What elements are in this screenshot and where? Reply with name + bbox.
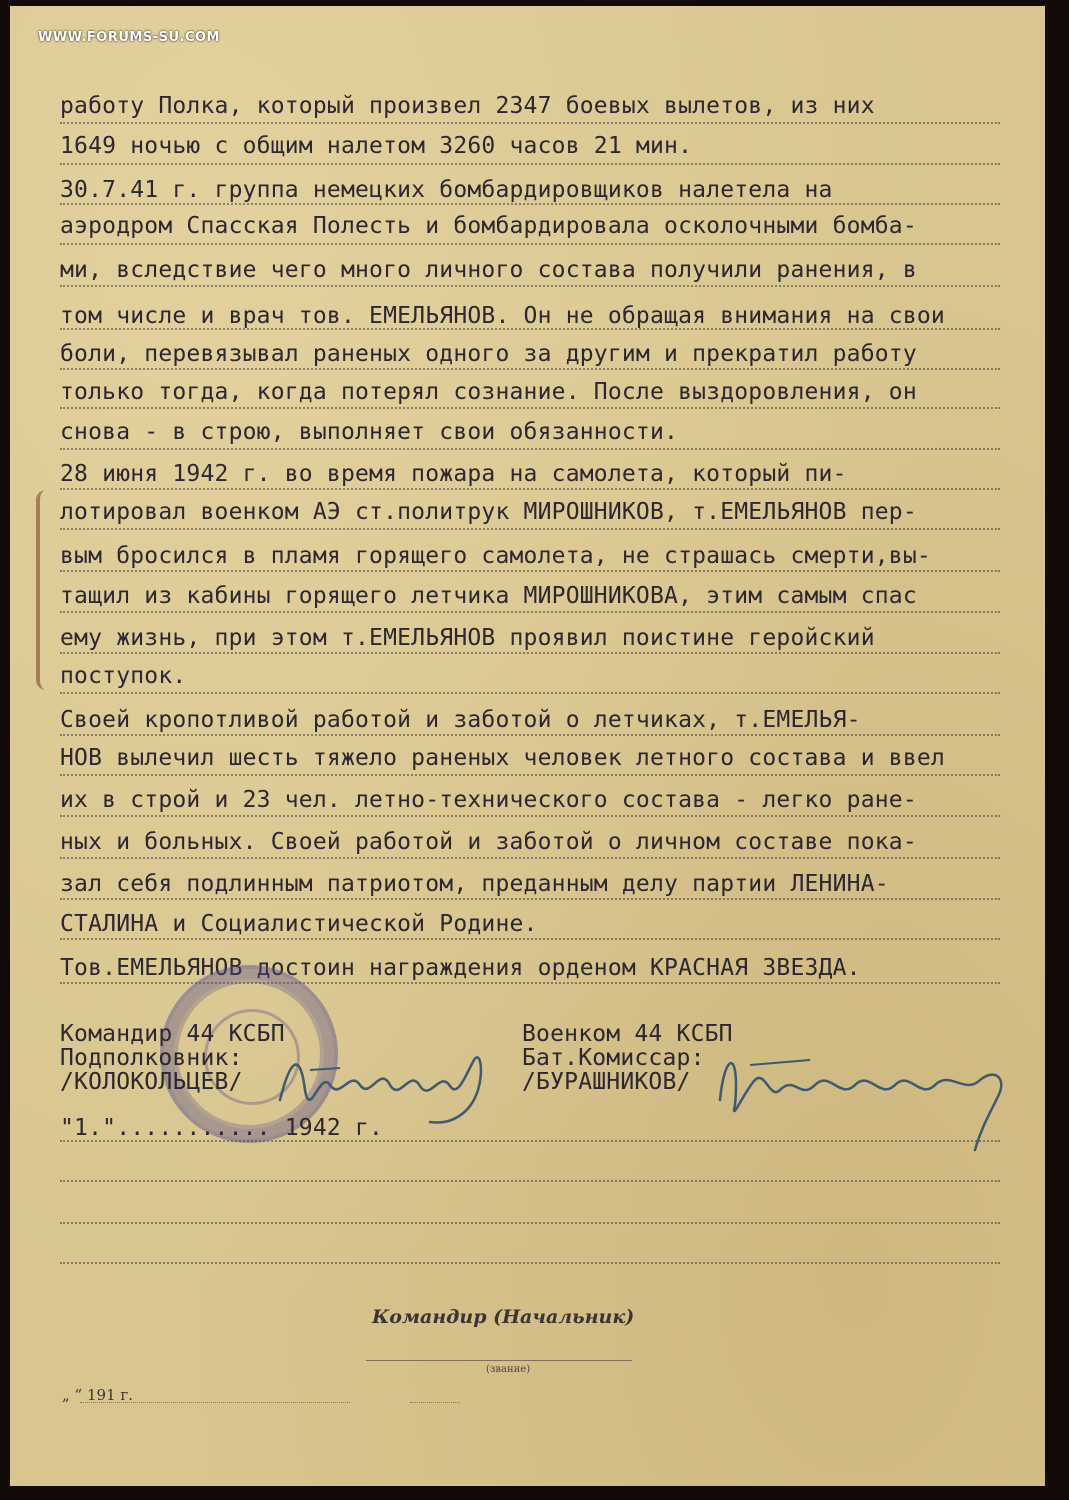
body-line: ных и больных. Своей работой и заботой о личном составе пока-: [60, 829, 917, 855]
left-signature-rank: Подполковник:: [60, 1045, 243, 1071]
body-line: Своей кропотливой работой и заботой о летчиках, т.ЕМЕЛЬЯ-: [60, 707, 861, 733]
date-blank-rule: [80, 1402, 350, 1403]
body-line: поступок.: [60, 663, 187, 689]
watermark: WWW.FORUMS-SU.COM: [38, 30, 220, 45]
body-line: СТАЛИНА и Социалистической Родине.: [60, 911, 538, 937]
body-line: тащил из кабины горящего летчика МИРОШНИКОВА, этим самым спас: [60, 583, 917, 609]
body-line: Тов.ЕМЕЛЬЯНОВ достоин награждения орденом КРАСНАЯ ЗВЕЗДА.: [60, 955, 861, 981]
body-line: НОВ вылечил шесть тяжело раненых человек летного состава и ввел: [60, 745, 945, 771]
pencil-margin-mark: [36, 490, 54, 690]
scan-border-right: [1045, 0, 1069, 1500]
body-line: том числе и врач тов. ЕМЕЛЬЯНОВ. Он не обращая внимания на свои: [60, 303, 945, 329]
document-date: "1."........... 1942 г.: [60, 1115, 384, 1141]
body-line: ему жизнь, при этом т.ЕМЕЛЬЯНОВ проявил поистине геройский: [60, 625, 875, 651]
rank-caption: (звание): [486, 1364, 531, 1375]
body-line: 28 июня 1942 г. во время пожара на самолета, который пи-: [60, 461, 847, 487]
scan-border-left: [0, 0, 10, 1500]
body-line: 1649 ночью с общим налетом 3260 часов 21 мин.: [60, 133, 693, 159]
body-line: боли, перевязывал раненых одного за другим и прекратил работу: [60, 341, 917, 367]
body-line: аэродром Спасская Полесть и бомбардировала осколочными бомба-: [60, 213, 917, 239]
rank-rule: [366, 1360, 632, 1361]
form-date-line: „ “ 191 г.: [62, 1386, 134, 1404]
left-signature-name: /КОЛОКОЛЬЦЕВ/: [60, 1069, 243, 1095]
body-line: работу Полка, который произвел 2347 боевых вылетов, из них: [60, 93, 875, 119]
right-signature-name: /БУРАШНИКОВ/: [522, 1069, 691, 1095]
commander-label: Командир (Начальник): [372, 1306, 635, 1328]
right-signature-title: Военком 44 КСБП: [522, 1021, 733, 1047]
right-signature-rank: Бат.Комиссар:: [522, 1045, 705, 1071]
scan-border-bottom: [0, 1486, 1069, 1500]
year-blank-rule: [410, 1402, 460, 1403]
body-line: лотировал военком АЭ ст.политрук МИРОШНИКОВ, т.ЕМЕЛЬЯНОВ пер-: [60, 499, 917, 525]
body-line: ми, вследствие чего много личного состава получили ранения, в: [60, 257, 917, 283]
body-line: снова - в строю, выполняет свои обязанности.: [60, 419, 679, 445]
body-line: 30.7.41 г. группа немецких бомбардировщиков налетела на: [60, 177, 833, 203]
burashnikov-signature: [700, 1030, 1030, 1160]
scan-border-top: [0, 0, 1069, 6]
body-line: вым бросился в пламя горящего самолета, не страшась смерти,вы-: [60, 543, 931, 569]
left-signature-title: Командир 44 КСБП: [60, 1021, 285, 1047]
body-line: зал себя подлинным патриотом, преданным делу партии ЛЕНИНА-: [60, 871, 889, 897]
kolokoltsev-signature: [270, 1030, 500, 1130]
body-line: только тогда, когда потерял сознание. После выздоровления, он: [60, 379, 917, 405]
body-line: их в строй и 23 чел. летно-технического состава - легко ране-: [60, 787, 917, 813]
